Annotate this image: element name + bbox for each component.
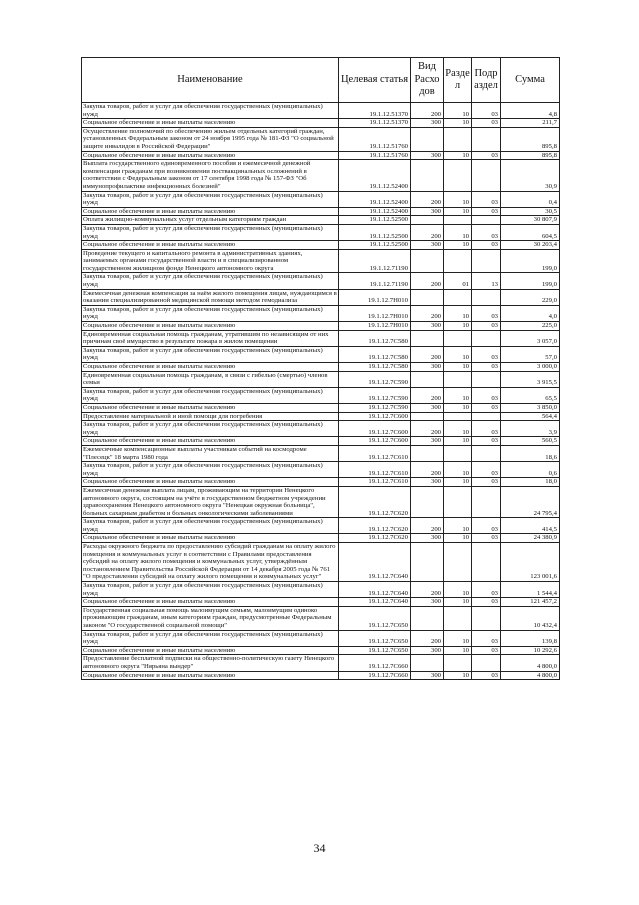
table-header-row bbox=[82, 58, 560, 103]
row-section: 10 bbox=[444, 241, 472, 250]
row-target-article: 19.1.12.52500 bbox=[339, 216, 411, 225]
row-expense-kind bbox=[411, 445, 444, 461]
row-expense-kind bbox=[411, 543, 444, 582]
row-expense-kind: 300 bbox=[411, 478, 444, 487]
row-target-article: 19.1.12.7С580 bbox=[339, 330, 411, 346]
row-subsection: 03 bbox=[472, 151, 501, 160]
row-subsection: 03 bbox=[472, 598, 501, 607]
row-name: Социальное обеспечение и иные выплаты населению bbox=[82, 478, 339, 487]
row-name: Единовременная социальная помощь гражданам, утратившим по независящим от них причинам своё имущество в результате пожара в жилом помещении bbox=[82, 330, 339, 346]
table-row bbox=[82, 241, 560, 250]
row-section: 10 bbox=[444, 598, 472, 607]
row-section bbox=[444, 486, 472, 517]
row-section: 10 bbox=[444, 478, 472, 487]
row-target-article: 19.1.12.7С580 bbox=[339, 346, 411, 362]
row-expense-kind bbox=[411, 412, 444, 421]
row-section bbox=[444, 445, 472, 461]
row-sum: 4,8 bbox=[501, 103, 560, 119]
table-row bbox=[82, 160, 560, 191]
row-subsection bbox=[472, 289, 501, 305]
row-name: Государственная социальная помощь малоимущим семьям, малоимущим одиноко проживающим гражданам, иным категориям граждан, предусмотренные Федеральным законом "О государственной социальной помощи" bbox=[82, 606, 339, 630]
row-expense-kind: 300 bbox=[411, 671, 444, 680]
row-subsection: 03 bbox=[472, 119, 501, 128]
row-name: Социальное обеспечение и иные выплаты населению bbox=[82, 151, 339, 160]
table-row bbox=[82, 363, 560, 372]
row-section: 10 bbox=[444, 518, 472, 534]
row-sum: 3 000,0 bbox=[501, 363, 560, 372]
row-subsection bbox=[472, 445, 501, 461]
row-subsection: 03 bbox=[472, 363, 501, 372]
row-name: Расходы окружного бюджета по предоставлению субсидий гражданам на оплату жилого помещения и коммунальных услуг в соответствии с Правилами предоставления субсидий на оплату жилого помещения и коммунальных услуг, утверждённым постановлением Правительства Российской Федерации от 14 декабря 2005 года № 761 "О предоставлении субсидий на оплату жилого помещения и коммунальных услуг" bbox=[82, 543, 339, 582]
table-row bbox=[82, 224, 560, 240]
table-row bbox=[82, 543, 560, 582]
row-sum: 65,5 bbox=[501, 387, 560, 403]
row-name: Закупка товаров, работ и услуг для обеспечения государственных (муниципальных) нужд bbox=[82, 462, 339, 478]
row-section: 10 bbox=[444, 582, 472, 598]
row-sum: 564,4 bbox=[501, 412, 560, 421]
row-subsection bbox=[472, 543, 501, 582]
row-target-article: 19.1.12.7С620 bbox=[339, 518, 411, 534]
row-sum: 4 800,0 bbox=[501, 671, 560, 680]
row-section: 10 bbox=[444, 151, 472, 160]
row-target-article: 19.1.12.7С600 bbox=[339, 437, 411, 446]
row-target-article: 19.1.12.51370 bbox=[339, 119, 411, 128]
table-row bbox=[82, 598, 560, 607]
row-section: 10 bbox=[444, 207, 472, 216]
row-subsection bbox=[472, 160, 501, 191]
row-name: Социальное обеспечение и иные выплаты населению bbox=[82, 322, 339, 331]
row-subsection bbox=[472, 330, 501, 346]
row-target-article: 19.1.12.7С650 bbox=[339, 630, 411, 646]
row-sum: 225,0 bbox=[501, 322, 560, 331]
row-target-article: 19.1.12.51760 bbox=[339, 127, 411, 151]
row-sum: 3 057,0 bbox=[501, 330, 560, 346]
row-section bbox=[444, 371, 472, 387]
row-target-article: 19.1.12.51370 bbox=[339, 103, 411, 119]
row-name: Ежемесячная денежная компенсация за наём жилого помещения лицам, нуждающимся в оказании специализированной медицинской помощи методом гемодиализа bbox=[83, 289, 337, 305]
row-name: Закупка товаров, работ и услуг для обеспечения государственных (муниципальных) нужд bbox=[82, 518, 339, 534]
row-subsection: 03 bbox=[472, 403, 501, 412]
row-name: Закупка товаров, работ и услуг для обеспечения государственных (муниципальных) нужд bbox=[82, 630, 339, 646]
row-sum: 604,5 bbox=[501, 224, 560, 240]
row-expense-kind bbox=[411, 486, 444, 517]
row-target-article: 19.1.12.7С590 bbox=[339, 371, 411, 387]
row-name: Социальное обеспечение и иные выплаты населению bbox=[82, 241, 339, 250]
row-name: Социальное обеспечение и иные выплаты населению bbox=[82, 119, 339, 128]
row-section: 10 bbox=[444, 534, 472, 543]
row-subsection bbox=[472, 655, 501, 671]
row-section: 10 bbox=[444, 387, 472, 403]
table-row bbox=[82, 462, 560, 478]
row-subsection: 03 bbox=[472, 518, 501, 534]
row-name: Закупка товаров, работ и услуг для обеспечения государственных (муниципальных) нужд bbox=[82, 191, 339, 207]
row-section bbox=[444, 412, 472, 421]
table-row bbox=[82, 387, 560, 403]
row-section: 10 bbox=[444, 437, 472, 446]
row-sum: 24 795,4 bbox=[501, 486, 560, 517]
table-row bbox=[82, 305, 560, 321]
table-row bbox=[82, 534, 560, 543]
row-name: Выплата государственного единовременного пособия и ежемесячной денежной компенсации гражданам при возникновении поствакцинальных осложнений в соответствии с Федеральным законом от 17 сентября 1998 года № 157-ФЗ "Об иммунопрофилактике инфекционных болезней" bbox=[82, 160, 339, 191]
row-target-article: 19.1.12.51760 bbox=[339, 151, 411, 160]
row-subsection: 03 bbox=[472, 224, 501, 240]
row-section: 10 bbox=[444, 305, 472, 321]
row-expense-kind: 200 bbox=[411, 582, 444, 598]
row-subsection: 03 bbox=[472, 421, 501, 437]
row-sum: 30 203,4 bbox=[501, 241, 560, 250]
row-subsection: 03 bbox=[472, 322, 501, 331]
row-sum: 30 807,9 bbox=[501, 216, 560, 225]
row-target-article: 19.1.12.7С620 bbox=[339, 534, 411, 543]
row-subsection bbox=[472, 606, 501, 630]
row-subsection: 03 bbox=[472, 582, 501, 598]
header-sum: Сумма bbox=[501, 58, 560, 103]
row-expense-kind: 200 bbox=[411, 103, 444, 119]
row-sum: 10 432,4 bbox=[501, 606, 560, 630]
row-expense-kind bbox=[411, 371, 444, 387]
row-sum: 30,5 bbox=[501, 207, 560, 216]
row-name: Закупка товаров, работ и услуг для обеспечения государственных (муниципальных) нужд bbox=[82, 103, 339, 119]
row-name: Закупка товаров, работ и услуг для обеспечения государственных (муниципальных) нужд bbox=[82, 387, 339, 403]
row-target-article: 19.1.12.7С610 bbox=[339, 478, 411, 487]
row-name: Проведение текущего и капитального ремонта в административных зданиях, занимаемых органами государственной власти и в специализированном государственном жилищном фонде Ненецкого автономного округа bbox=[82, 249, 339, 273]
header-kind: Вид Расхо дов bbox=[411, 58, 444, 103]
table-row bbox=[82, 371, 560, 387]
row-section: 10 bbox=[444, 346, 472, 362]
table-row bbox=[82, 486, 560, 517]
row-sum: 10 292,6 bbox=[501, 646, 560, 655]
row-sum: 3,9 bbox=[501, 421, 560, 437]
row-section: 10 bbox=[444, 119, 472, 128]
table-row bbox=[82, 655, 560, 671]
row-subsection: 03 bbox=[472, 462, 501, 478]
row-target-article: 19.1.12.7Н010 bbox=[339, 322, 411, 331]
row-name: Социальное обеспечение и иные выплаты населению bbox=[82, 671, 339, 680]
row-expense-kind: 200 bbox=[411, 224, 444, 240]
row-sum: 3 850,0 bbox=[501, 403, 560, 412]
row-subsection: 13 bbox=[472, 273, 501, 289]
row-name: Оплата жилищно-коммунальных услуг отдельным категориям граждан bbox=[82, 216, 339, 225]
row-subsection: 03 bbox=[472, 387, 501, 403]
row-expense-kind: 300 bbox=[411, 646, 444, 655]
document-page bbox=[81, 57, 559, 680]
row-expense-kind: 300 bbox=[411, 437, 444, 446]
row-section bbox=[444, 606, 472, 630]
row-name: Ежемесячная денежная выплата лицам, проживающим на территории Ненецкого автономного округа, состоящим на учёте в государственном бюджетном учреждении здравоохранения Ненецкого автономного округа "Ненецкая окружная больница", больных сахарным диабетом и больных онкологическими заболеваниями bbox=[82, 486, 339, 517]
row-expense-kind: 300 bbox=[411, 207, 444, 216]
row-sum: 0,4 bbox=[501, 191, 560, 207]
row-subsection: 03 bbox=[472, 241, 501, 250]
row-sum: 18,0 bbox=[501, 478, 560, 487]
table-row bbox=[82, 207, 560, 216]
row-name: Социальное обеспечение и иные выплаты населению bbox=[82, 363, 339, 372]
row-expense-kind bbox=[411, 655, 444, 671]
row-section: 10 bbox=[444, 671, 472, 680]
row-expense-kind bbox=[411, 127, 444, 151]
row-expense-kind: 300 bbox=[411, 241, 444, 250]
row-target-article: 19.1.12.7С640 bbox=[339, 598, 411, 607]
row-target-article: 19.1.12.7С610 bbox=[339, 462, 411, 478]
table-row bbox=[82, 630, 560, 646]
row-expense-kind bbox=[411, 216, 444, 225]
row-expense-kind: 300 bbox=[411, 322, 444, 331]
row-expense-kind: 200 bbox=[411, 273, 444, 289]
row-target-article: 19.1.12.7Н010 bbox=[339, 289, 411, 305]
row-sum: 24 380,9 bbox=[501, 534, 560, 543]
row-name: Социальное обеспечение и иные выплаты населению bbox=[82, 646, 339, 655]
row-expense-kind: 300 bbox=[411, 151, 444, 160]
row-subsection bbox=[472, 412, 501, 421]
table-row bbox=[82, 671, 560, 680]
table-row bbox=[82, 273, 560, 289]
row-section bbox=[444, 289, 472, 305]
table-row bbox=[82, 330, 560, 346]
row-target-article: 19.1.12.7С600 bbox=[339, 412, 411, 421]
row-section: 10 bbox=[444, 322, 472, 331]
row-target-article: 19.1.12.7С590 bbox=[339, 387, 411, 403]
table-row bbox=[82, 322, 560, 331]
table-row bbox=[82, 518, 560, 534]
row-expense-kind: 300 bbox=[411, 403, 444, 412]
row-name: Закупка товаров, работ и услуг для обеспечения государственных (муниципальных) нужд bbox=[82, 346, 339, 362]
row-sum: 30,9 bbox=[501, 160, 560, 191]
row-subsection: 03 bbox=[472, 478, 501, 487]
row-sum: 57,0 bbox=[501, 346, 560, 362]
row-sum: 1 544,4 bbox=[501, 582, 560, 598]
row-sum: 123 001,6 bbox=[501, 543, 560, 582]
table-row bbox=[82, 646, 560, 655]
row-name: Закупка товаров, работ и услуг для обеспечения государственных (муниципальных) нужд bbox=[82, 421, 339, 437]
row-target-article: 19.1.12.7С580 bbox=[339, 363, 411, 372]
row-expense-kind: 200 bbox=[411, 518, 444, 534]
row-subsection: 03 bbox=[472, 103, 501, 119]
row-expense-kind: 300 bbox=[411, 534, 444, 543]
row-section: 10 bbox=[444, 224, 472, 240]
row-expense-kind: 200 bbox=[411, 346, 444, 362]
row-target-article: 19.1.12.7С640 bbox=[339, 582, 411, 598]
row-target-article: 19.1.12.71190 bbox=[339, 249, 411, 273]
row-expense-kind: 300 bbox=[411, 119, 444, 128]
row-sum: 414,5 bbox=[501, 518, 560, 534]
row-section bbox=[444, 127, 472, 151]
row-name: Закупка товаров, работ и услуг для обеспечения государственных (муниципальных) нужд bbox=[82, 582, 339, 598]
row-section bbox=[444, 330, 472, 346]
row-sum: 895,8 bbox=[501, 127, 560, 151]
budget-table bbox=[81, 57, 560, 680]
table-row bbox=[82, 606, 560, 630]
row-target-article: 19.1.12.7С600 bbox=[339, 421, 411, 437]
page-number: 34 bbox=[313, 841, 326, 855]
row-sum: 0,6 bbox=[501, 462, 560, 478]
row-sum: 199,0 bbox=[501, 273, 560, 289]
row-name: Закупка товаров, работ и услуг для обеспечения государственных (муниципальных) нужд bbox=[82, 273, 339, 289]
row-subsection: 03 bbox=[472, 437, 501, 446]
row-name: Социальное обеспечение и иные выплаты населению bbox=[82, 598, 339, 607]
table-row bbox=[82, 421, 560, 437]
row-subsection: 03 bbox=[472, 191, 501, 207]
header-name: Наименование bbox=[82, 58, 339, 103]
table-row bbox=[82, 403, 560, 412]
row-sum: 121 457,2 bbox=[501, 598, 560, 607]
row-expense-kind bbox=[411, 160, 444, 191]
row-name: Осуществление полномочий по обеспечению жильем отдельных категорий граждан, установленных Федеральным законом от 24 ноября 1995 года № 181-ФЗ "О социальной защите инвалидов в Российской Федерации" bbox=[82, 127, 339, 151]
row-section: 10 bbox=[444, 403, 472, 412]
row-subsection bbox=[472, 127, 501, 151]
table-row bbox=[82, 151, 560, 160]
row-sum: 4 800,0 bbox=[501, 655, 560, 671]
row-expense-kind: 200 bbox=[411, 462, 444, 478]
row-expense-kind: 300 bbox=[411, 363, 444, 372]
row-expense-kind bbox=[411, 330, 444, 346]
row-subsection: 03 bbox=[472, 534, 501, 543]
row-sum: 199,0 bbox=[501, 249, 560, 273]
row-target-article: 19.1.12.52500 bbox=[339, 241, 411, 250]
row-expense-kind: 300 bbox=[411, 598, 444, 607]
row-expense-kind bbox=[411, 606, 444, 630]
table-row bbox=[82, 289, 560, 305]
row-target-article: 19.1.12.52400 bbox=[339, 160, 411, 191]
row-name: Ежемесячные компенсационные выплаты участникам событий на космодроме "Плесецк" 18 марта 1980 года bbox=[82, 445, 339, 461]
row-sum: 560,5 bbox=[501, 437, 560, 446]
row-target-article: 19.1.12.7С660 bbox=[339, 655, 411, 671]
row-section: 10 bbox=[444, 363, 472, 372]
table-row bbox=[82, 216, 560, 225]
row-sum: 895,8 bbox=[501, 151, 560, 160]
table-row bbox=[82, 346, 560, 362]
row-section: 10 bbox=[444, 462, 472, 478]
row-expense-kind: 200 bbox=[411, 191, 444, 207]
table-row bbox=[82, 437, 560, 446]
row-sum: 18,6 bbox=[501, 445, 560, 461]
table-row bbox=[82, 103, 560, 119]
table-row bbox=[82, 478, 560, 487]
row-section: 10 bbox=[444, 630, 472, 646]
row-target-article: 19.1.12.52500 bbox=[339, 224, 411, 240]
row-expense-kind: 200 bbox=[411, 421, 444, 437]
row-name: Предоставление материальной и иной помощи для погребения bbox=[82, 412, 339, 421]
table-row bbox=[82, 119, 560, 128]
row-subsection bbox=[472, 486, 501, 517]
row-name: Социальное обеспечение и иные выплаты населению bbox=[82, 403, 339, 412]
row-target-article: 19.1.12.7С650 bbox=[339, 646, 411, 655]
row-subsection: 03 bbox=[472, 671, 501, 680]
row-sum: 3 915,5 bbox=[501, 371, 560, 387]
row-name: Социальное обеспечение и иные выплаты населению bbox=[82, 207, 339, 216]
table-body bbox=[82, 103, 560, 680]
row-subsection bbox=[472, 216, 501, 225]
row-expense-kind: 200 bbox=[411, 305, 444, 321]
header-subsection: Подр аздел bbox=[472, 58, 501, 103]
row-sum: 229,0 bbox=[501, 289, 560, 305]
row-subsection: 03 bbox=[472, 630, 501, 646]
header-section: Разде л bbox=[444, 58, 472, 103]
row-sum: 4,0 bbox=[501, 305, 560, 321]
row-name: Закупка товаров, работ и услуг для обеспечения государственных (муниципальных) нужд bbox=[82, 305, 339, 321]
row-section: 10 bbox=[444, 191, 472, 207]
row-section bbox=[444, 216, 472, 225]
row-section bbox=[444, 543, 472, 582]
header-article: Целевая статья bbox=[339, 58, 411, 103]
row-target-article: 19.1.12.7Н010 bbox=[339, 305, 411, 321]
row-section bbox=[444, 249, 472, 273]
row-target-article: 19.1.12.71190 bbox=[339, 273, 411, 289]
row-target-article: 19.1.12.52400 bbox=[339, 207, 411, 216]
row-target-article: 19.1.12.7С650 bbox=[339, 606, 411, 630]
row-target-article: 19.1.12.7С590 bbox=[339, 403, 411, 412]
row-target-article: 19.1.12.7С610 bbox=[339, 445, 411, 461]
row-section: 01 bbox=[444, 273, 472, 289]
row-subsection: 03 bbox=[472, 346, 501, 362]
row-name: Социальное обеспечение и иные выплаты населению bbox=[82, 534, 339, 543]
row-subsection: 03 bbox=[472, 646, 501, 655]
row-section: 10 bbox=[444, 103, 472, 119]
row-name: Социальное обеспечение и иные выплаты населению bbox=[82, 437, 339, 446]
row-subsection: 03 bbox=[472, 207, 501, 216]
row-sum: 139,8 bbox=[501, 630, 560, 646]
table-row bbox=[82, 412, 560, 421]
row-target-article: 19.1.12.7С640 bbox=[339, 543, 411, 582]
row-expense-kind bbox=[411, 249, 444, 273]
row-expense-kind bbox=[411, 289, 444, 305]
row-name: Единовременная социальная помощь гражданам, в связи с гибелью (смертью) членов семьи bbox=[82, 371, 339, 387]
table-row bbox=[82, 445, 560, 461]
row-subsection: 03 bbox=[472, 305, 501, 321]
row-section: 10 bbox=[444, 421, 472, 437]
row-sum: 211,7 bbox=[501, 119, 560, 128]
row-expense-kind: 200 bbox=[411, 387, 444, 403]
row-name: Предоставление бесплатной подписки на общественно-политическую газету Ненецкого автономного округа "Нярьяна вындер" bbox=[82, 655, 339, 671]
table-row bbox=[82, 582, 560, 598]
row-name: Закупка товаров, работ и услуг для обеспечения государственных (муниципальных) нужд bbox=[82, 224, 339, 240]
row-target-article: 19.1.12.7С620 bbox=[339, 486, 411, 517]
row-expense-kind: 200 bbox=[411, 630, 444, 646]
row-target-article: 19.1.12.7С660 bbox=[339, 671, 411, 680]
row-target-article: 19.1.12.52400 bbox=[339, 191, 411, 207]
row-section: 10 bbox=[444, 646, 472, 655]
row-section bbox=[444, 160, 472, 191]
row-subsection bbox=[472, 249, 501, 273]
table-row bbox=[82, 249, 560, 273]
row-subsection bbox=[472, 371, 501, 387]
table-row bbox=[82, 191, 560, 207]
row-section bbox=[444, 655, 472, 671]
table-row bbox=[82, 127, 560, 151]
